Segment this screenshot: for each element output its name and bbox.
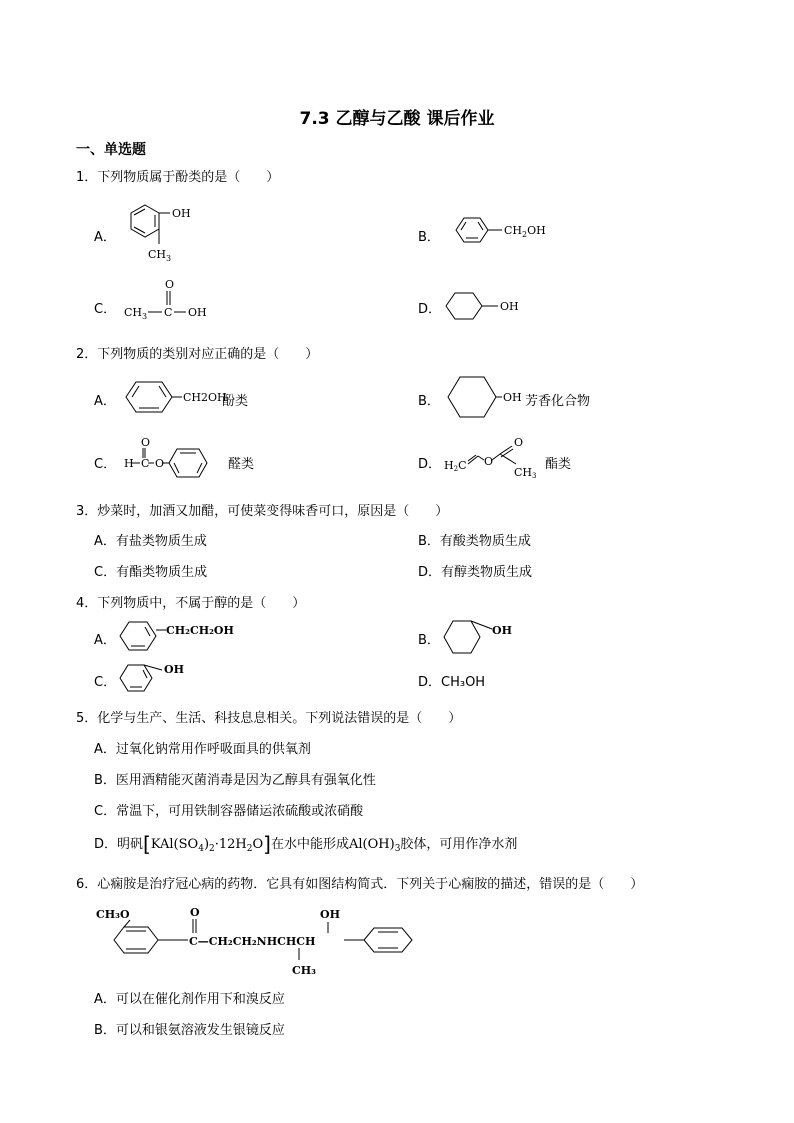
q1-option-a-structure bbox=[120, 200, 200, 266]
q4-option-c-structure bbox=[118, 660, 198, 696]
q1-option-b-label: B． bbox=[418, 230, 440, 245]
q2-d-ch3-label: CH3 bbox=[514, 466, 537, 480]
q6-chain-label: C—CH₂CH₂NHCHCH bbox=[189, 935, 316, 948]
q2-d-o-label: O bbox=[484, 455, 494, 468]
q2-option-c-class: 醛类 bbox=[228, 457, 255, 472]
q6-structure bbox=[96, 900, 426, 980]
q1-c-c-label: C bbox=[164, 306, 173, 319]
q1-b-ch2oh-label: $CH_2OH$ bbox=[504, 224, 546, 239]
q5-d-formula: $KAl(SO_4)_2\cdot 12H_2O$ bbox=[150, 837, 264, 854]
q2-d-h2c-label: H2C bbox=[444, 459, 467, 473]
q2-option-a-structure bbox=[124, 378, 227, 418]
q6-option-a: A．可以在催化剂作用下和溴反应 bbox=[94, 992, 285, 1007]
q6-o-label: O bbox=[190, 906, 200, 919]
q4-option-c-label: C． bbox=[94, 675, 117, 690]
q4-option-b-label: B． bbox=[418, 633, 440, 648]
q5-option-c: C．常温下，可用铁制容器储运浓硫酸或浓硝酸 bbox=[94, 804, 364, 819]
q4-b-group-label: OH bbox=[492, 624, 512, 637]
page-title: 7.3 乙醇与乙酸 课后作业 bbox=[299, 109, 495, 129]
q1-c-o-label: O bbox=[165, 278, 175, 291]
q1-option-c-label: C． bbox=[94, 302, 117, 317]
q5-option-b: B．医用酒精能灭菌消毒是因为乙醇具有强氧化性 bbox=[94, 773, 376, 788]
q2-d-o-top-label: O bbox=[514, 436, 524, 449]
q3-option-a: A．有盐类物质生成 bbox=[94, 534, 207, 549]
section-heading: 一、单选题 bbox=[76, 142, 146, 158]
q2-c-c-label: C bbox=[141, 457, 150, 470]
q1-option-c-structure bbox=[124, 278, 214, 322]
q4-c-group-label: OH bbox=[164, 663, 184, 676]
q5-d-prefix: D．明矾 bbox=[94, 837, 144, 852]
q5-option-a: A．过氧化钠常用作呼吸面具的供氧剂 bbox=[94, 742, 311, 757]
q6-ch3o-label: CH₃O bbox=[96, 908, 130, 921]
q2-option-c-label: C． bbox=[94, 457, 117, 472]
q1-option-d-label: D． bbox=[418, 302, 442, 317]
q1-c-oh-label: OH bbox=[188, 306, 207, 319]
q2-option-b-label: B． bbox=[418, 394, 440, 409]
q2-option-d-label: D． bbox=[418, 457, 442, 472]
question-3-stem: 3．炒菜时，加酒又加醋，可使菜变得味香可口，原因是（ ） bbox=[76, 504, 449, 519]
q5-d-mid: 在水中能形成 bbox=[270, 837, 349, 852]
q2-c-o-top-label: O bbox=[141, 436, 151, 449]
q2-option-c-structure bbox=[122, 436, 222, 480]
q5-option-d bbox=[94, 832, 517, 856]
q1-a-ch3-label: $CH_3$ bbox=[148, 248, 172, 263]
q4-a-group-label: CH₂CH₂OH bbox=[166, 624, 234, 637]
question-4-stem: 4．下列物质中，不属于醇的是（ ） bbox=[76, 596, 306, 611]
question-2-stem: 2．下列物质的类别对应正确的是（ ） bbox=[76, 347, 319, 362]
q3-option-b: B．有酸类物质生成 bbox=[418, 534, 531, 549]
q5-d-formula2: $Al(OH)_3$ bbox=[349, 837, 401, 854]
q2-option-d-structure bbox=[444, 436, 544, 484]
q2-a-group-label: CH2OH bbox=[183, 391, 227, 404]
question-5-stem: 5．化学与生产、生活、科技息息相关。下列说法错误的是（ ） bbox=[76, 711, 462, 726]
q4-option-b-structure bbox=[442, 617, 532, 657]
q1-option-d-structure bbox=[444, 290, 534, 326]
q1-option-b-structure bbox=[446, 214, 556, 250]
q5-d-bracket-right: ] bbox=[263, 832, 271, 856]
q2-option-b-class: 芳香化合物 bbox=[525, 394, 591, 409]
q5-d-bracket-left: [ bbox=[143, 832, 151, 856]
q2-option-d-class: 酯类 bbox=[545, 457, 572, 472]
q1-c-ch3-label: $CH_3$ bbox=[124, 306, 148, 321]
q2-b-group-label: OH bbox=[503, 391, 522, 404]
q2-option-a-class: 酚类 bbox=[222, 394, 249, 409]
q3-option-c: C．有酯类物质生成 bbox=[94, 565, 208, 580]
question-6-stem: 6．心痫胺是治疗冠心病的药物．它具有如图结构简式．下列关于心痫胺的描述，错误的是（ ） bbox=[76, 877, 644, 892]
q4-option-a-structure bbox=[118, 618, 248, 658]
q1-d-oh-label: OH bbox=[500, 300, 519, 313]
q2-c-h-label: H bbox=[124, 457, 134, 470]
q1-a-oh-label: OH bbox=[172, 207, 191, 220]
q1-option-a-label: A． bbox=[94, 230, 116, 245]
q6-oh-label: OH bbox=[320, 908, 340, 921]
q6-ch3-label: CH₃ bbox=[292, 964, 316, 977]
q2-option-a-label: A． bbox=[94, 394, 116, 409]
q2-c-o-label: O bbox=[155, 457, 165, 470]
q4-option-a-label: A． bbox=[94, 633, 116, 648]
q5-d-post: 胶体，可用作净水剂 bbox=[400, 837, 518, 852]
q4-option-d: D．CH₃OH bbox=[418, 675, 486, 690]
q6-option-b: B．可以和银氨溶液发生银镜反应 bbox=[94, 1023, 285, 1038]
q3-option-d: D．有醇类物质生成 bbox=[418, 565, 533, 580]
q2-option-b-structure bbox=[446, 374, 536, 422]
question-1-stem: 1．下列物质属于酚类的是（ ） bbox=[76, 170, 280, 185]
